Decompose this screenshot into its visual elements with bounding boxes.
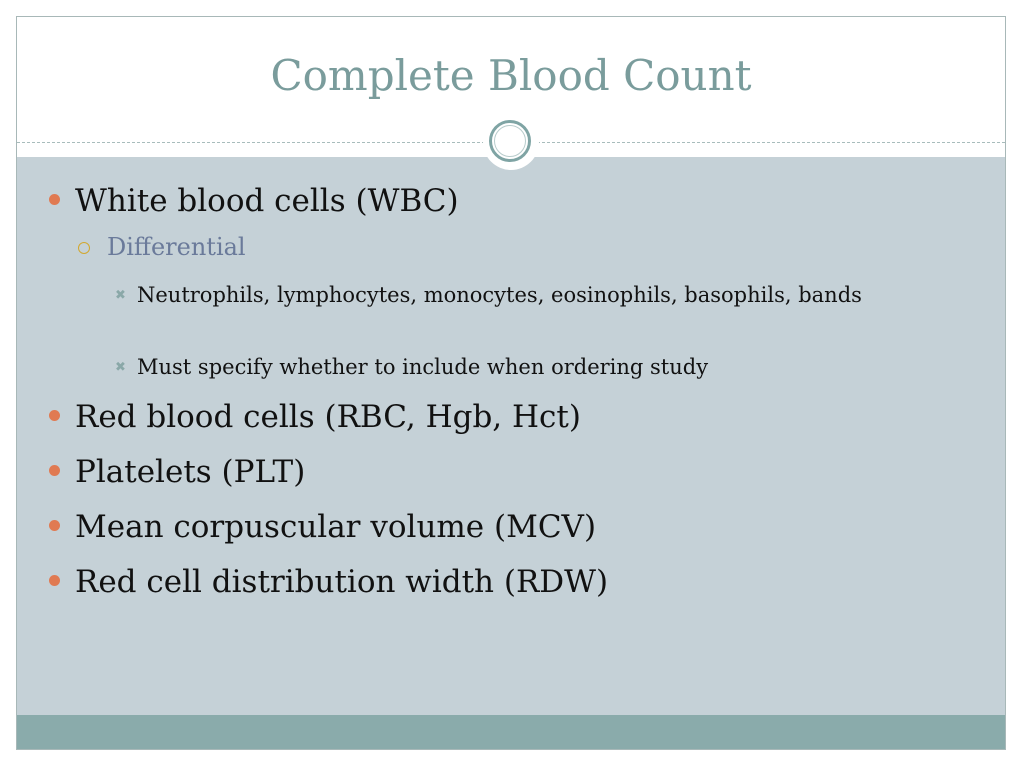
bullet-item-wbc <box>75 183 459 219</box>
bullet-item-rdw <box>75 564 608 600</box>
x-star-bullet-icon: ✖ <box>115 360 126 375</box>
filled-circle-bullet-icon <box>49 194 60 205</box>
ornament-inner-ring <box>494 125 526 157</box>
bullet-text: White blood cells (WBC) <box>75 183 459 219</box>
sub-sub-bullet-text: Neutrophils, lymphocytes, monocytes, eosinophils, basophils, bands <box>137 283 862 307</box>
bullet-item-mcv <box>75 509 596 545</box>
bullet-item-rbc <box>75 399 581 435</box>
filled-circle-bullet-icon <box>49 465 60 476</box>
bullet-text: Red cell distribution width (RDW) <box>75 564 609 600</box>
bullet-text: Platelets (PLT) <box>75 454 306 490</box>
bullet-text: Mean corpuscular volume (MCV) <box>75 509 597 545</box>
sub-bullet-item-differential <box>107 233 246 261</box>
slide <box>16 16 1006 750</box>
sub-bullet-text: Differential <box>107 233 246 261</box>
bullet-item-plt <box>75 454 305 490</box>
sub-sub-bullet-item-ordering <box>115 352 937 383</box>
content-area <box>17 157 1005 717</box>
filled-circle-bullet-icon <box>49 410 60 421</box>
sub-sub-bullet-text: Must specify whether to include when ordering study <box>137 355 709 379</box>
hollow-circle-bullet-icon <box>78 242 90 254</box>
sub-sub-bullet-item-cell-types <box>115 280 927 311</box>
filled-circle-bullet-icon <box>49 575 60 586</box>
bullet-text: Red blood cells (RBC, Hgb, Hct) <box>75 399 581 435</box>
x-star-bullet-icon: ✖ <box>115 288 126 303</box>
slide-title: Complete Blood Count <box>270 51 752 100</box>
footer-bar <box>17 715 1005 749</box>
filled-circle-bullet-icon <box>49 520 60 531</box>
